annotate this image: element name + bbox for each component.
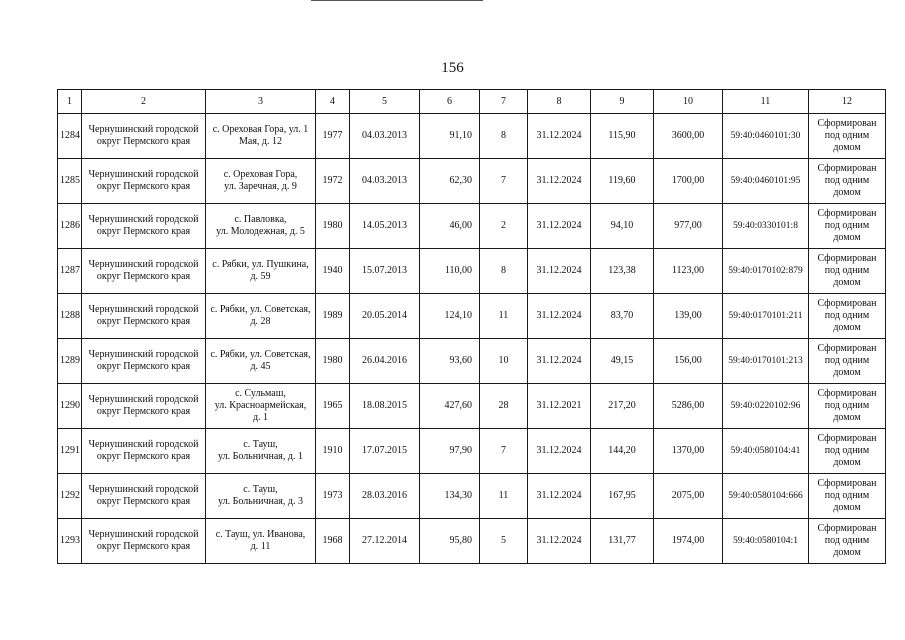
- count-cell: 8: [480, 249, 528, 294]
- area-cell: 62,30: [420, 159, 480, 204]
- row-number-cell: 1287: [58, 249, 82, 294]
- area-cell: 46,00: [420, 204, 480, 249]
- count-cell: 8: [480, 114, 528, 159]
- value-cell: 83,70: [591, 294, 654, 339]
- column-header-10: 10: [654, 90, 723, 114]
- column-header-7: 7: [480, 90, 528, 114]
- value-cell: 94,10: [591, 204, 654, 249]
- table-header: [58, 90, 886, 114]
- area-cell: 134,30: [420, 474, 480, 519]
- column-header-2: 2: [82, 90, 206, 114]
- header-row: [58, 90, 886, 114]
- year-cell: 1989: [316, 294, 350, 339]
- value-cell: 167,95: [591, 474, 654, 519]
- date-cell: 15.07.2013: [350, 249, 420, 294]
- year-cell: 1910: [316, 429, 350, 474]
- municipality-cell: Чернушинский городской округ Пермского края: [82, 519, 206, 564]
- row-number-cell: 1292: [58, 474, 82, 519]
- note-cell: Сформирован под одним домом: [809, 249, 886, 294]
- municipality-cell: Чернушинский городской округ Пермского края: [82, 159, 206, 204]
- year-cell: 1965: [316, 384, 350, 429]
- count-cell: 7: [480, 429, 528, 474]
- column-header-5: 5: [350, 90, 420, 114]
- column-header-6: 6: [420, 90, 480, 114]
- value-cell: 217,20: [591, 384, 654, 429]
- row-number-cell: 1284: [58, 114, 82, 159]
- date-cell: 26.04.2016: [350, 339, 420, 384]
- note-cell: Сформирован под одним домом: [809, 339, 886, 384]
- area-cell: 93,60: [420, 339, 480, 384]
- note-cell: Сформирован под одним домом: [809, 429, 886, 474]
- table-row: [58, 249, 886, 294]
- municipality-cell: Чернушинский городской округ Пермского края: [82, 204, 206, 249]
- date-cell: 27.12.2014: [350, 519, 420, 564]
- year-cell: 1980: [316, 204, 350, 249]
- deadline-date-cell: 31.12.2021: [528, 384, 591, 429]
- municipality-cell: Чернушинский городской округ Пермского края: [82, 294, 206, 339]
- municipality-cell: Чернушинский городской округ Пермского края: [82, 339, 206, 384]
- note-cell: Сформирован под одним домом: [809, 114, 886, 159]
- deadline-date-cell: 31.12.2024: [528, 114, 591, 159]
- area-cell: 91,10: [420, 114, 480, 159]
- amount-cell: 5286,00: [654, 384, 723, 429]
- table-row: [58, 384, 886, 429]
- table-row: [58, 204, 886, 249]
- address-cell: с. Ореховая Гора, ул. Заречная, д. 9: [206, 159, 316, 204]
- column-header-9: 9: [591, 90, 654, 114]
- cadastral-number-cell: 59:40:0460101:30: [723, 114, 809, 159]
- cadastral-number-cell: 59:40:0580104:666: [723, 474, 809, 519]
- column-header-1: 1: [58, 90, 82, 114]
- municipality-cell: Чернушинский городской округ Пермского края: [82, 249, 206, 294]
- address-cell: с. Рябки, ул. Советская, д. 45: [206, 339, 316, 384]
- value-cell: 131,77: [591, 519, 654, 564]
- date-cell: 17.07.2015: [350, 429, 420, 474]
- value-cell: 49,15: [591, 339, 654, 384]
- deadline-date-cell: 31.12.2024: [528, 159, 591, 204]
- date-cell: 04.03.2013: [350, 114, 420, 159]
- amount-cell: 1123,00: [654, 249, 723, 294]
- row-number-cell: 1293: [58, 519, 82, 564]
- row-number-cell: 1290: [58, 384, 82, 429]
- cadastral-number-cell: 59:40:0170101:211: [723, 294, 809, 339]
- table-row: [58, 114, 886, 159]
- note-cell: Сформирован под одним домом: [809, 204, 886, 249]
- amount-cell: 156,00: [654, 339, 723, 384]
- column-header-11: 11: [723, 90, 809, 114]
- cadastral-number-cell: 59:40:0170101:213: [723, 339, 809, 384]
- scan-edge-line: [311, 0, 483, 1]
- value-cell: 144,20: [591, 429, 654, 474]
- deadline-date-cell: 31.12.2024: [528, 519, 591, 564]
- area-cell: 427,60: [420, 384, 480, 429]
- table-row: [58, 429, 886, 474]
- year-cell: 1977: [316, 114, 350, 159]
- date-cell: 14.05.2013: [350, 204, 420, 249]
- address-cell: с. Рябки, ул. Советская, д. 28: [206, 294, 316, 339]
- municipality-cell: Чернушинский городской округ Пермского края: [82, 114, 206, 159]
- table-row: [58, 294, 886, 339]
- date-cell: 04.03.2013: [350, 159, 420, 204]
- column-header-12: 12: [809, 90, 886, 114]
- date-cell: 18.08.2015: [350, 384, 420, 429]
- deadline-date-cell: 31.12.2024: [528, 429, 591, 474]
- deadline-date-cell: 31.12.2024: [528, 474, 591, 519]
- municipality-cell: Чернушинский городской округ Пермского края: [82, 384, 206, 429]
- value-cell: 115,90: [591, 114, 654, 159]
- area-cell: 95,80: [420, 519, 480, 564]
- cadastral-number-cell: 59:40:0460101:95: [723, 159, 809, 204]
- area-cell: 124,10: [420, 294, 480, 339]
- row-number-cell: 1289: [58, 339, 82, 384]
- row-number-cell: 1285: [58, 159, 82, 204]
- count-cell: 5: [480, 519, 528, 564]
- date-cell: 20.05.2014: [350, 294, 420, 339]
- row-number-cell: 1291: [58, 429, 82, 474]
- municipality-cell: Чернушинский городской округ Пермского края: [82, 429, 206, 474]
- column-header-4: 4: [316, 90, 350, 114]
- table-row: [58, 339, 886, 384]
- value-cell: 123,38: [591, 249, 654, 294]
- cadastral-number-cell: 59:40:0580104:1: [723, 519, 809, 564]
- area-cell: 97,90: [420, 429, 480, 474]
- address-cell: с. Павловка, ул. Молодежная, д. 5: [206, 204, 316, 249]
- amount-cell: 1370,00: [654, 429, 723, 474]
- deadline-date-cell: 31.12.2024: [528, 204, 591, 249]
- amount-cell: 2075,00: [654, 474, 723, 519]
- table-row: [58, 474, 886, 519]
- amount-cell: 3600,00: [654, 114, 723, 159]
- area-cell: 110,00: [420, 249, 480, 294]
- year-cell: 1968: [316, 519, 350, 564]
- count-cell: 10: [480, 339, 528, 384]
- note-cell: Сформирован под одним домом: [809, 294, 886, 339]
- address-cell: с. Ореховая Гора, ул. 1 Мая, д. 12: [206, 114, 316, 159]
- cadastral-number-cell: 59:40:0580104:41: [723, 429, 809, 474]
- year-cell: 1940: [316, 249, 350, 294]
- page-number: 156: [441, 60, 464, 76]
- table-row: [58, 159, 886, 204]
- address-cell: с. Тауш, ул. Больничная, д. 1: [206, 429, 316, 474]
- data-table: [57, 89, 886, 564]
- amount-cell: 139,00: [654, 294, 723, 339]
- count-cell: 11: [480, 294, 528, 339]
- count-cell: 28: [480, 384, 528, 429]
- deadline-date-cell: 31.12.2024: [528, 339, 591, 384]
- municipality-cell: Чернушинский городской округ Пермского края: [82, 474, 206, 519]
- table-body: [58, 114, 886, 564]
- note-cell: Сформирован под одним домом: [809, 159, 886, 204]
- address-cell: с. Тауш, ул. Иванова, д. 11: [206, 519, 316, 564]
- note-cell: Сформирован под одним домом: [809, 384, 886, 429]
- count-cell: 2: [480, 204, 528, 249]
- year-cell: 1980: [316, 339, 350, 384]
- count-cell: 11: [480, 474, 528, 519]
- cadastral-number-cell: 59:40:0170102:879: [723, 249, 809, 294]
- address-cell: с. Сульмаш, ул. Красноармейская, д. 1: [206, 384, 316, 429]
- value-cell: 119,60: [591, 159, 654, 204]
- column-header-3: 3: [206, 90, 316, 114]
- table-row: [58, 519, 886, 564]
- row-number-cell: 1286: [58, 204, 82, 249]
- note-cell: Сформирован под одним домом: [809, 474, 886, 519]
- count-cell: 7: [480, 159, 528, 204]
- deadline-date-cell: 31.12.2024: [528, 294, 591, 339]
- column-header-8: 8: [528, 90, 591, 114]
- address-cell: с. Тауш, ул. Больничная, д. 3: [206, 474, 316, 519]
- cadastral-number-cell: 59:40:0220102:96: [723, 384, 809, 429]
- amount-cell: 1700,00: [654, 159, 723, 204]
- address-cell: с. Рябки, ул. Пушкина, д. 59: [206, 249, 316, 294]
- date-cell: 28.03.2016: [350, 474, 420, 519]
- amount-cell: 1974,00: [654, 519, 723, 564]
- amount-cell: 977,00: [654, 204, 723, 249]
- note-cell: Сформирован под одним домом: [809, 519, 886, 564]
- year-cell: 1973: [316, 474, 350, 519]
- deadline-date-cell: 31.12.2024: [528, 249, 591, 294]
- cadastral-number-cell: 59:40:0330101:8: [723, 204, 809, 249]
- row-number-cell: 1288: [58, 294, 82, 339]
- year-cell: 1972: [316, 159, 350, 204]
